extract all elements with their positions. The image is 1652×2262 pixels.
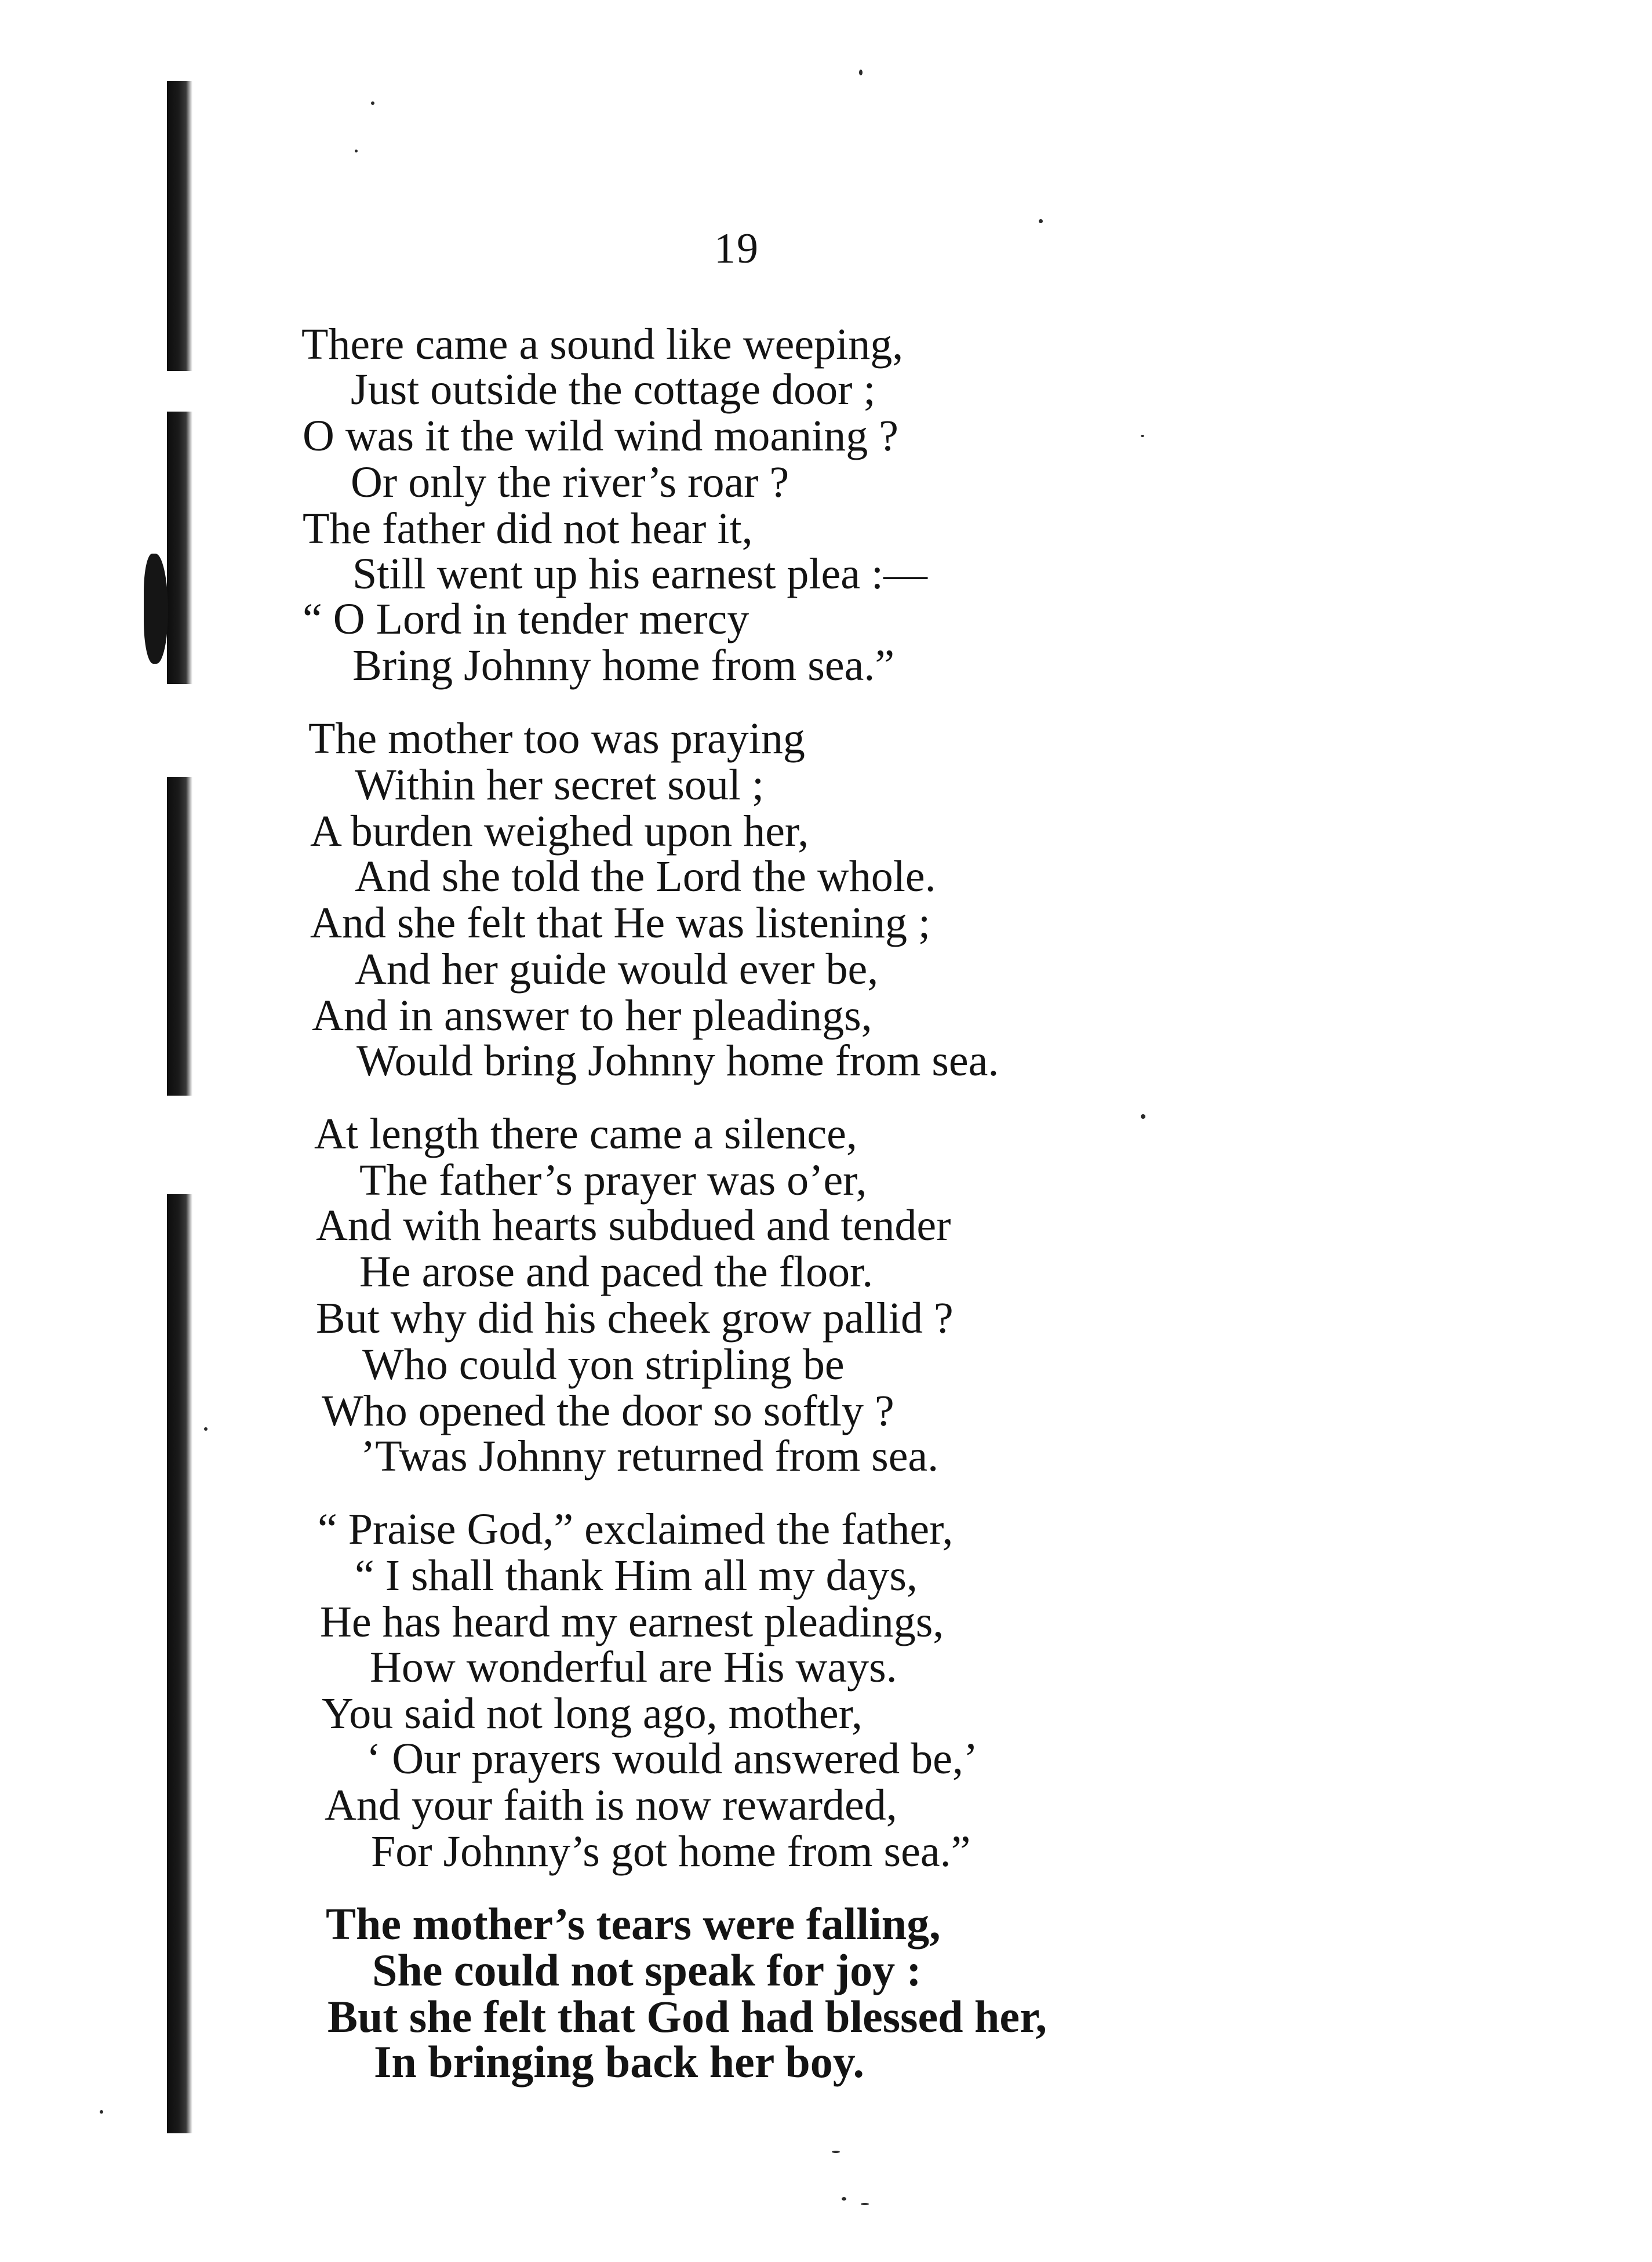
poem-line: At length there came a silence, <box>314 1110 857 1158</box>
poem-line: ’Twas Johnny returned from sea. <box>361 1432 939 1481</box>
poem-line: And in answer to her pleadings, <box>312 991 872 1040</box>
speck <box>1141 435 1144 437</box>
poem-line: And your faith is now rewarded, <box>325 1781 897 1830</box>
poem-line: But she felt that God had blessed her, <box>328 1991 1047 2042</box>
poem-line: ‘ Our prayers would answered be,’ <box>366 1734 978 1783</box>
poem-line: And with hearts subdued and tender <box>316 1201 951 1250</box>
binding-gap <box>166 1096 195 1194</box>
poem-line: You said not long ago, mother, <box>322 1689 863 1738</box>
poem-line: Who opened the door so softly ? <box>322 1387 894 1435</box>
poem-line: “ O Lord in tender mercy <box>303 595 749 643</box>
binding-gap <box>166 371 195 412</box>
poem-line: A burden weighed upon her, <box>310 807 809 856</box>
poem-line: And her guide would ever be, <box>355 945 879 994</box>
poem-line: There came a sound like weeping, <box>301 320 904 369</box>
poem-line: In bringing back her boy. <box>374 2036 865 2087</box>
poem-line: She could not speak for joy : <box>372 1945 922 1995</box>
poem-line: Bring Johnny home from sea.” <box>352 641 895 690</box>
binding-gap <box>166 684 195 777</box>
poem-line: Or only the river’s roar ? <box>351 458 789 507</box>
poem-line: Who could yon stripling be <box>362 1340 845 1389</box>
poem-line: Would bring Johnny home from sea. <box>356 1037 999 1085</box>
speck <box>204 1427 208 1431</box>
speck <box>1039 219 1043 223</box>
poem-line: He arose and paced the floor. <box>359 1248 874 1296</box>
poem-line: How wonderful are His ways. <box>370 1643 897 1692</box>
page-number: 19 <box>714 225 759 272</box>
poem-line: Just outside the cottage door ; <box>351 365 876 414</box>
poem-line: But why did his cheek grow pallid ? <box>316 1294 954 1343</box>
poem-line: “ I shall thank Him all my days, <box>355 1551 918 1600</box>
poem-line: O was it the wild wind moaning ? <box>303 412 898 460</box>
speck <box>1141 1114 1145 1119</box>
poem-line: The father’s prayer was o’er, <box>359 1156 867 1205</box>
poem-line: The father did not hear it, <box>303 504 753 553</box>
speck <box>355 150 358 152</box>
speck <box>859 70 863 75</box>
binding-blot <box>144 554 168 664</box>
poem-line: Within her secret soul ; <box>355 761 765 809</box>
poem-line: And she told the Lord the whole. <box>355 852 936 901</box>
poem-line: And she felt that He was listening ; <box>310 899 931 947</box>
poem-line: The mother’s tears were falling, <box>326 1899 941 1949</box>
poem-line: The mother too was praying <box>308 714 805 763</box>
speck <box>861 2203 869 2205</box>
speck <box>371 101 374 105</box>
speck <box>100 2110 103 2114</box>
speck <box>832 2151 840 2153</box>
poem-line: He has heard my earnest pleadings, <box>320 1598 944 1646</box>
poem-line: “ Praise God,” exclaimed the father, <box>318 1505 954 1554</box>
poem-line: Still went up his earnest plea :— <box>352 550 928 598</box>
poem-line: For Johnny’s got home from sea.” <box>371 1827 971 1876</box>
speck <box>842 2197 846 2201</box>
